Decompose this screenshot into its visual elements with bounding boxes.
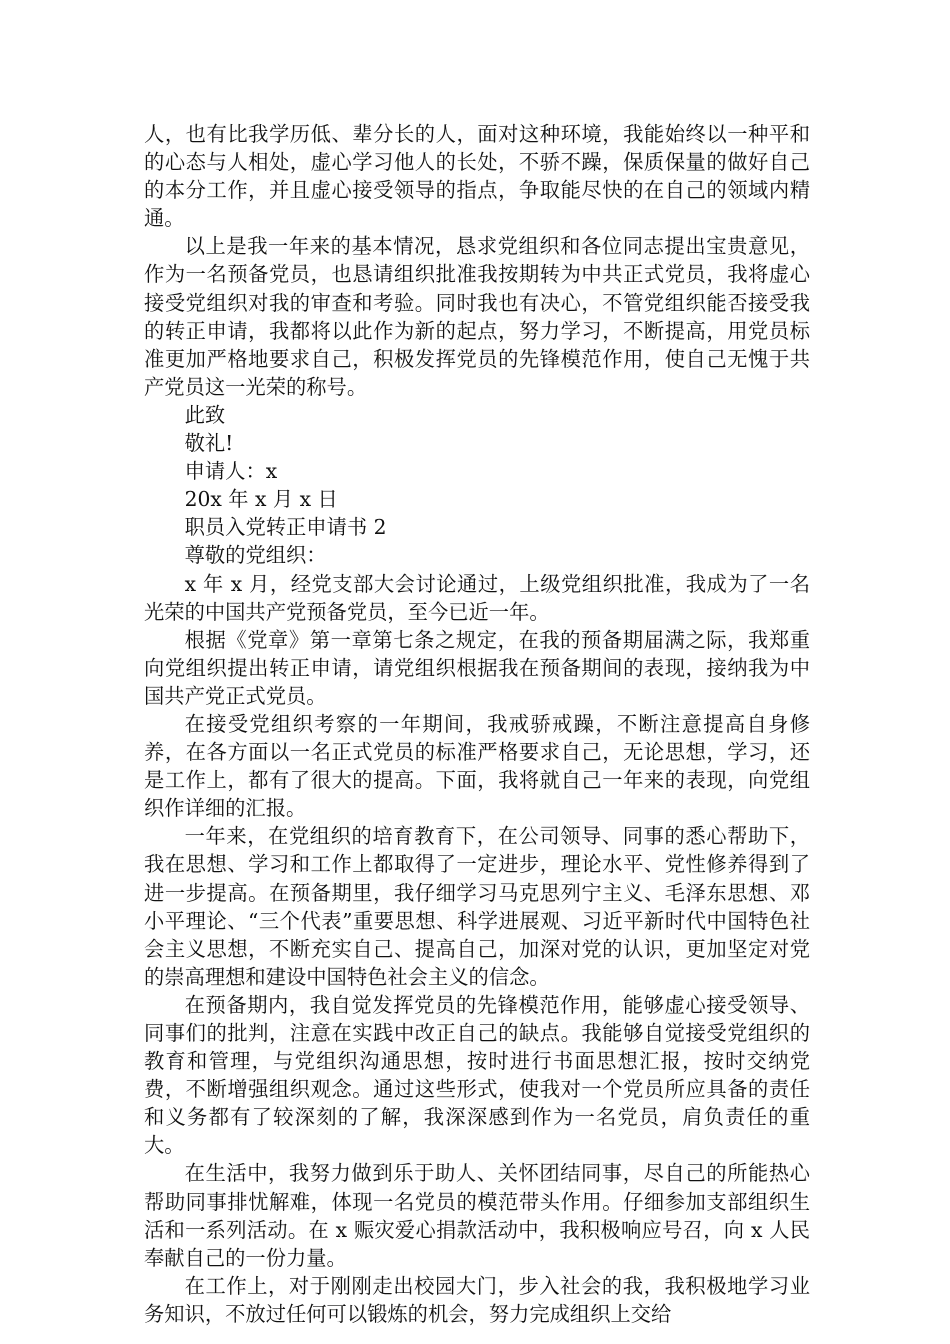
closing-respect: 敬礼! bbox=[184, 431, 234, 456]
paragraph-request: 根据《党章》第一章第七条之规定，在我的预备期届满之际，我郑重向党组织提出转正申请，请党组织根据我在预备期间的表现，接纳我为中国共产党正式党员。 bbox=[144, 627, 810, 708]
paragraph-continuation: 人，也有比我学历低、辈分长的人，面对这种环境，我能始终以一种平和的心态与人相处，虚心学习他人的长处，不骄不躁，保质保量的做好自己的本分工作，并且虚心接受领导的指点，争取能尽快的在自己的领域内精通。 bbox=[144, 122, 810, 231]
section-title: 职员入党转正申请书 2 bbox=[184, 515, 387, 540]
applicant-line: 申请人：x bbox=[184, 459, 278, 484]
date-line: 20x 年 x 月 x 日 bbox=[184, 487, 338, 512]
paragraph-review: 在接受党组织考察的一年期间，我戒骄戒躁，不断注意提高自身修养，在各方面以一名正式党员的标准严格要求自己，无论思想，学习，还是工作上，都有了很大的提高。下面，我将就自己一年来的表现，向党组织作详细的汇报。 bbox=[144, 711, 810, 821]
paragraph-life: 在生活中，我努力做到乐于助人、关怀团结同事，尽自己的所能热心帮助同事排忧解难，体现一名党员的模范带头作用。仔细参加支部组织生活和一系列活动。在 x 赈灾爱心捐款活动中，我积极响应号召，向 x 人民奉献自己的一份力量。 bbox=[144, 1161, 810, 1270]
closing-salutation: 此致 bbox=[184, 402, 226, 427]
paragraph-conduct: 在预备期内，我自觉发挥党员的先锋模范作用，能够虚心接受领导、同事们的批判，注意在实践中改正自己的缺点。我能够自觉接受党组织的教育和管理，与党组织沟通思想，按时进行书面思想汇报，按时交纳党费，不断增强组织观念。通过这些形式，使我对一个党员所应具备的责任和义务都有了较深刻的了解，我深深感到作为一名党员，肩负责任的重大。 bbox=[144, 992, 810, 1158]
paragraph-intro: x 年 x 月，经党支部大会讨论通过，上级党组织批准，我成为了一名光荣的中国共产党预备党员，至今已近一年。 bbox=[144, 571, 810, 624]
greeting-line: 尊敬的党组织： bbox=[184, 543, 327, 568]
paragraph-work: 在工作上，对于刚刚走出校园大门，步入社会的我，我积极地学习业务知识，不放过任何可以锻炼的机会，努力完成组织上交给 bbox=[144, 1273, 810, 1326]
document-page bbox=[144, 120, 810, 1328]
paragraph-study: 一年来，在党组织的培育教育下，在公司领导、同事的悉心帮助下，我在思想、学习和工作上都取得了一定进步，理论水平、党性修养得到了进一步提高。在预备期里，我仔细学习马克思列宁主义、毛泽东思想、邓小平理论、“三个代表”重要思想、科学进展观、习近平新时代中国特色社会主义思想，不断充实自己、提高自己，加深对党的认识，更加坚定对党的崇高理想和建设中国特色社会主义的信念。 bbox=[144, 824, 810, 989]
paragraph-summary: 以上是我一年来的基本情况，恳求党组织和各位同志提出宝贵意见，作为一名预备党员，也恳请组织批准我按期转为中共正式党员，我将虚心接受党组织对我的审查和考验。同时我也有决心，不管党组织能否接受我的转正申请，我都将以此作为新的起点，努力学习，不断提高，用党员标准更加严格地要求自己，积极发挥党员的先锋模范作用，使自己无愧于共产党员这一光荣的称号。 bbox=[144, 234, 810, 399]
